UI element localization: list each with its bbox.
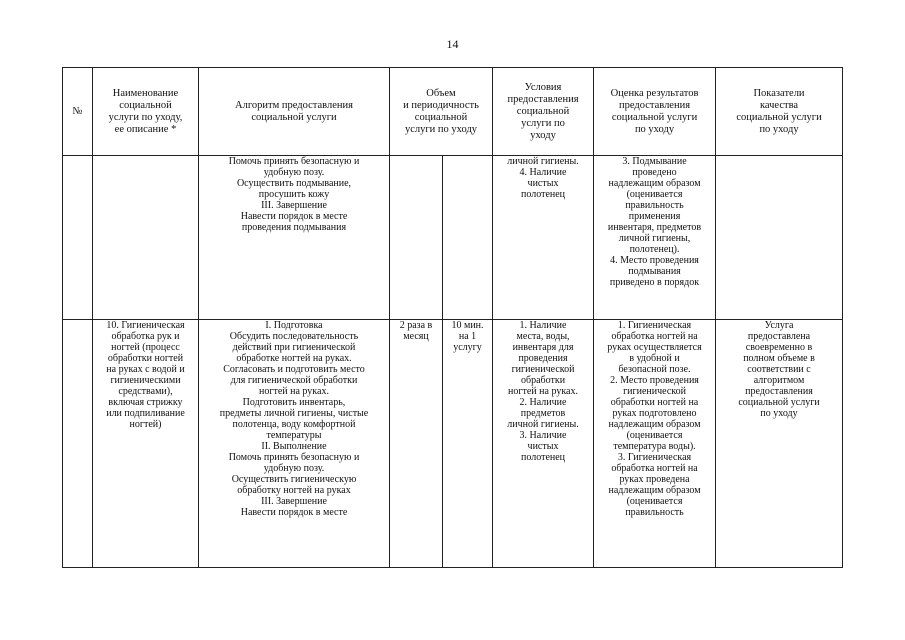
text-line: обработки ногтей xyxy=(107,353,184,364)
text-line: правильность xyxy=(625,200,684,211)
text-line: Оценка результатов xyxy=(610,87,699,99)
text-line: гигиенической xyxy=(511,364,575,375)
text-line: применения xyxy=(628,211,681,222)
header-volume xyxy=(390,68,493,156)
text-line: и периодичность xyxy=(403,99,479,111)
row2-frequency xyxy=(390,320,443,568)
services-table xyxy=(62,67,843,568)
text-line: услуги по xyxy=(521,117,565,129)
text-line: 10 мин. xyxy=(451,320,484,331)
text-line: III. Завершение xyxy=(261,496,327,507)
text-line: ее описание * xyxy=(114,123,177,135)
text-line: температуры xyxy=(266,430,322,441)
text-line: в удобной и xyxy=(629,353,680,364)
text-line: на руках с водой и xyxy=(106,364,185,375)
text-line: Объем xyxy=(426,87,456,99)
header-quality xyxy=(716,68,843,156)
text-line: приведено в порядок xyxy=(609,277,700,288)
text-line: социальной услуги xyxy=(611,111,698,123)
text-line: Навести порядок в месте xyxy=(240,211,348,222)
text-line: Подготовить инвентарь, xyxy=(242,397,346,408)
text-line: предоставления xyxy=(618,99,691,111)
row1-algorithm xyxy=(199,156,390,320)
row1-name xyxy=(93,156,199,320)
text-line: на 1 xyxy=(458,331,477,342)
text-line: предметы личной гигиены, чистые xyxy=(219,408,369,419)
text-line: личной гигиены. xyxy=(507,419,579,430)
text-line: алгоритмом xyxy=(753,375,805,386)
row1-conditions xyxy=(493,156,594,320)
text-line: 2. Наличие xyxy=(519,397,567,408)
text-line: Навести порядок в месте xyxy=(240,507,348,518)
text-line: обработка рук и xyxy=(111,331,180,342)
text-line: чистых xyxy=(527,441,559,452)
text-line: месяц xyxy=(403,331,429,342)
text-line: предоставления xyxy=(745,386,813,397)
text-line: средствами), xyxy=(118,386,173,397)
text-line: обработка ногтей на xyxy=(611,331,698,342)
text-line: личной гигиены, xyxy=(618,233,691,244)
text-line: руках проведена xyxy=(619,474,690,485)
text-line: гигиенической xyxy=(623,386,686,397)
text-line: услуги по уходу, xyxy=(108,111,183,123)
text-line: действий при гигиенической xyxy=(232,342,356,353)
text-line: полотенец xyxy=(521,452,566,463)
row2-evaluation xyxy=(594,320,716,568)
text-line: ногтей) xyxy=(129,419,162,430)
text-line: обработке ногтей на руках. xyxy=(236,353,352,364)
text-line: обработки xyxy=(520,375,566,386)
text-line: инвентаря, предметов xyxy=(607,222,702,233)
text-line: Показатели xyxy=(753,87,805,99)
row1-duration xyxy=(443,156,493,320)
row2-name xyxy=(93,320,199,568)
text-line: включая стрижку xyxy=(108,397,183,408)
text-line: обработки ногтей на xyxy=(610,397,699,408)
text-line: надлежащим образом xyxy=(608,485,701,496)
text-line: предоставлена xyxy=(747,331,811,342)
header-row xyxy=(63,68,843,156)
text-line: Услуга xyxy=(764,320,794,331)
row2-algorithm xyxy=(199,320,390,568)
header-evaluation xyxy=(594,68,716,156)
text-line: социальной услуги xyxy=(738,397,820,408)
header-algorithm xyxy=(199,68,390,156)
text-line: проведения подмывания xyxy=(241,222,347,233)
text-line: надлежащим образом xyxy=(608,419,701,430)
text-line: по уходу xyxy=(759,123,799,135)
text-line: Условия xyxy=(524,81,562,93)
text-line: Наименование xyxy=(112,87,179,99)
text-line: социальной услуги xyxy=(251,111,337,123)
text-line: уходу xyxy=(530,129,556,141)
text-line: правильность xyxy=(625,507,684,518)
text-line: полотенца, воду комфортной xyxy=(232,419,356,430)
text-line: по уходу xyxy=(760,408,798,419)
text-line: места, воды, xyxy=(516,331,570,342)
text-line: 1. Гигиеническая xyxy=(617,320,692,331)
text-line: для гигиенической обработки xyxy=(230,375,358,386)
text-line: проведения xyxy=(518,353,568,364)
text-line: III. Завершение xyxy=(261,200,327,211)
text-line: социальной xyxy=(516,105,570,117)
text-line: 2 раза в xyxy=(399,320,433,331)
text-line: чистых xyxy=(527,178,559,189)
text-line: 3. Наличие xyxy=(519,430,567,441)
text-line: безопасной позе. xyxy=(618,364,691,375)
text-line: Помочь принять безопасную и xyxy=(228,156,360,167)
text-line: полном объеме в xyxy=(743,353,815,364)
header-num: № xyxy=(63,68,93,156)
text-line: Осуществить гигиеническую xyxy=(231,474,357,485)
text-line: соответствии с xyxy=(747,364,811,375)
text-line: 2. Место проведения xyxy=(610,375,699,386)
table-row xyxy=(63,156,843,320)
text-line: проведено xyxy=(632,167,677,178)
row1-num xyxy=(63,156,93,320)
text-line: (оценивается xyxy=(626,189,683,200)
row2-quality xyxy=(716,320,843,568)
text-line: руках осуществляется xyxy=(607,342,702,353)
text-line: температура воды). xyxy=(613,441,696,452)
text-line: или подпиливание xyxy=(106,408,185,419)
row1-quality xyxy=(716,156,843,320)
text-line: социальной услуги xyxy=(736,111,822,123)
text-line: II. Выполнение xyxy=(261,441,327,452)
text-line: 10. Гигиеническая xyxy=(106,320,185,331)
text-line: руках подготовлено xyxy=(612,408,697,419)
text-line: 1. Наличие xyxy=(519,320,567,331)
text-line: услугу xyxy=(453,342,482,353)
text-line: (оценивается xyxy=(626,496,683,507)
text-line: Согласовать и подготовить место xyxy=(223,364,365,375)
text-line: надлежащим образом xyxy=(608,178,701,189)
text-line: услуги по уходу xyxy=(404,123,478,135)
text-line: инвентаря для xyxy=(512,342,574,353)
text-line: просушить кожу xyxy=(258,189,330,200)
text-line: I. Подготовка xyxy=(265,320,323,331)
text-line: Осуществить подмывание, xyxy=(236,178,352,189)
text-line: 4. Место проведения xyxy=(610,255,699,266)
header-conditions xyxy=(493,68,594,156)
text-line: полотенец). xyxy=(629,244,680,255)
text-line: личной гигиены. xyxy=(507,156,579,167)
text-line: подмывания xyxy=(628,266,681,277)
text-line: предметов xyxy=(520,408,566,419)
text-line: 3. Гигиеническая xyxy=(617,452,692,463)
row2-num xyxy=(63,320,93,568)
text-line: 3. Подмывание xyxy=(622,156,687,167)
text-line: гигиеническими xyxy=(110,375,181,386)
text-line: социальной xyxy=(414,111,468,123)
text-line: социальной xyxy=(119,99,172,111)
text-line: ногтей на руках. xyxy=(508,386,578,397)
row1-evaluation xyxy=(594,156,716,320)
text-line: обработку ногтей на руках xyxy=(237,485,351,496)
text-line: полотенец xyxy=(521,189,566,200)
table-row xyxy=(63,320,843,568)
text-line: (оценивается xyxy=(626,430,683,441)
text-line: своевременно в xyxy=(745,342,813,353)
text-line: по уходу xyxy=(634,123,675,135)
header-name xyxy=(93,68,199,156)
text-line: Алгоритм предоставления xyxy=(235,99,353,111)
text-line: 4. Наличие xyxy=(519,167,567,178)
row2-conditions xyxy=(493,320,594,568)
text-line: ногтей (процесс xyxy=(111,342,180,353)
text-line: Обсудить последовательность xyxy=(229,331,359,342)
row2-duration xyxy=(443,320,493,568)
text-line: Помочь принять безопасную и xyxy=(228,452,360,463)
page-number: 14 xyxy=(446,37,459,51)
text-line: удобную позу. xyxy=(263,463,325,474)
text-line: качества xyxy=(759,99,799,111)
row1-frequency xyxy=(390,156,443,320)
text-line: предоставления xyxy=(507,93,579,105)
text-line: обработка ногтей на xyxy=(611,463,698,474)
text-line: ногтей на руках. xyxy=(259,386,329,397)
text-line: удобную позу. xyxy=(263,167,325,178)
